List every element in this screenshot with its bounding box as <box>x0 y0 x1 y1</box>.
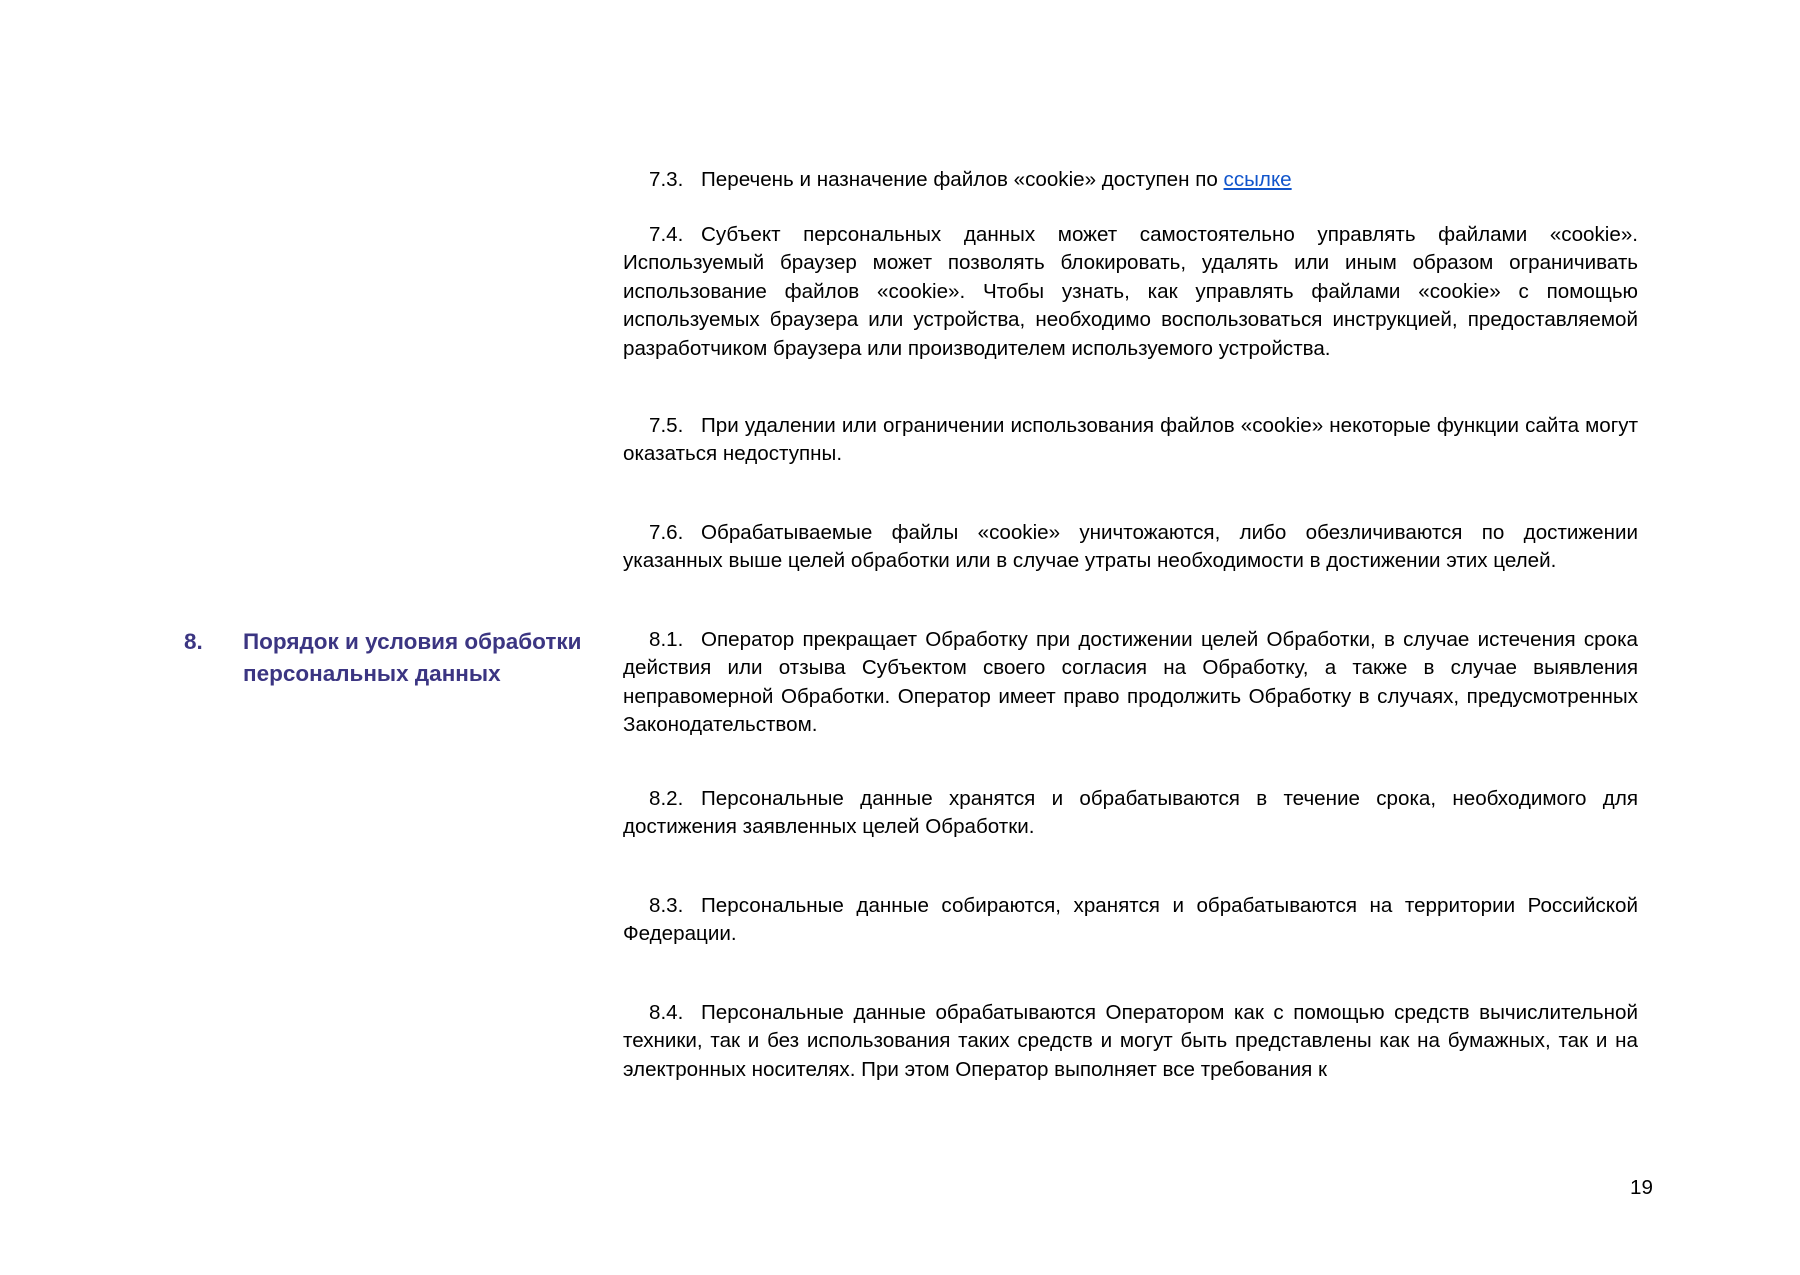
paragraph-text: Персональные данные обрабатываются Оператором как с помощью средств вычислительной техники, так и без использования таких средств и могут быть представлены как на бумажных, так и на электронных носителях. При этом Оператор выполняет все требования к <box>623 1001 1638 1081</box>
paragraph-text: Персональные данные собираются, хранятся и обрабатываются на территории Российской Федерации. <box>623 894 1638 946</box>
paragraph-7-3 <box>623 166 1638 194</box>
paragraph-number: 7.5. <box>649 414 684 437</box>
section-title: Порядок и условия обработки персональных данных <box>243 629 582 686</box>
paragraph-7-5 <box>623 412 1638 469</box>
paragraph-text: Перечень и назначение файлов «cookie» доступен по <box>701 168 1224 191</box>
paragraph-number: 8.3. <box>649 894 684 917</box>
paragraph-text: Оператор прекращает Обработку при достижении целей Обработки, в случае истечения срока действия или отзыва Субъектом своего согласия на Обработку, а также в случае выявления неправомерной Обработки. Оператор имеет право продолжить Обработку в случаях, предусмотренных Законодательством. <box>623 628 1638 737</box>
paragraph-number: 8.2. <box>649 787 684 810</box>
paragraph-text: Субъект персональных данных может самостоятельно управлять файлами «cookie». Используемый браузер может позволять блокировать, удалять или иным образом ограничивать использование файлов «cookie». Чтобы узнать, как управлять файлами «cookie» с помощью используемых браузера или устройства, необходимо воспользоваться инструкцией, предоставляемой разработчиком браузера или производителем используемого устройства. <box>623 223 1638 360</box>
paragraph-number: 7.3. <box>649 168 684 191</box>
page-number: 19 <box>1630 1176 1653 1199</box>
paragraph-8-1 <box>623 626 1638 740</box>
paragraph-text: Обрабатываемые файлы «cookie» уничтожаются, либо обезличиваются по достижении указанных выше целей обработки или в случае утраты необходимости в достижении этих целей. <box>623 521 1638 573</box>
cookie-list-link[interactable]: ссылке <box>1223 168 1292 191</box>
paragraph-8-4 <box>623 999 1638 1084</box>
paragraph-7-4 <box>623 221 1638 363</box>
paragraph-number: 7.6. <box>649 521 684 544</box>
paragraph-8-3 <box>623 892 1638 949</box>
paragraph-number: 8.4. <box>649 1001 684 1024</box>
paragraph-7-6 <box>623 519 1638 576</box>
paragraph-number: 8.1. <box>649 628 684 651</box>
paragraph-text: Персональные данные хранятся и обрабатываются в течение срока, необходимого для достижения заявленных целей Обработки. <box>623 787 1638 839</box>
paragraph-8-2 <box>623 785 1638 842</box>
paragraph-number: 7.4. <box>649 223 684 246</box>
section-number: 8. <box>184 629 203 654</box>
paragraph-text: При удалении или ограничении использования файлов «cookie» некоторые функции сайта могут оказаться недоступны. <box>623 414 1638 466</box>
